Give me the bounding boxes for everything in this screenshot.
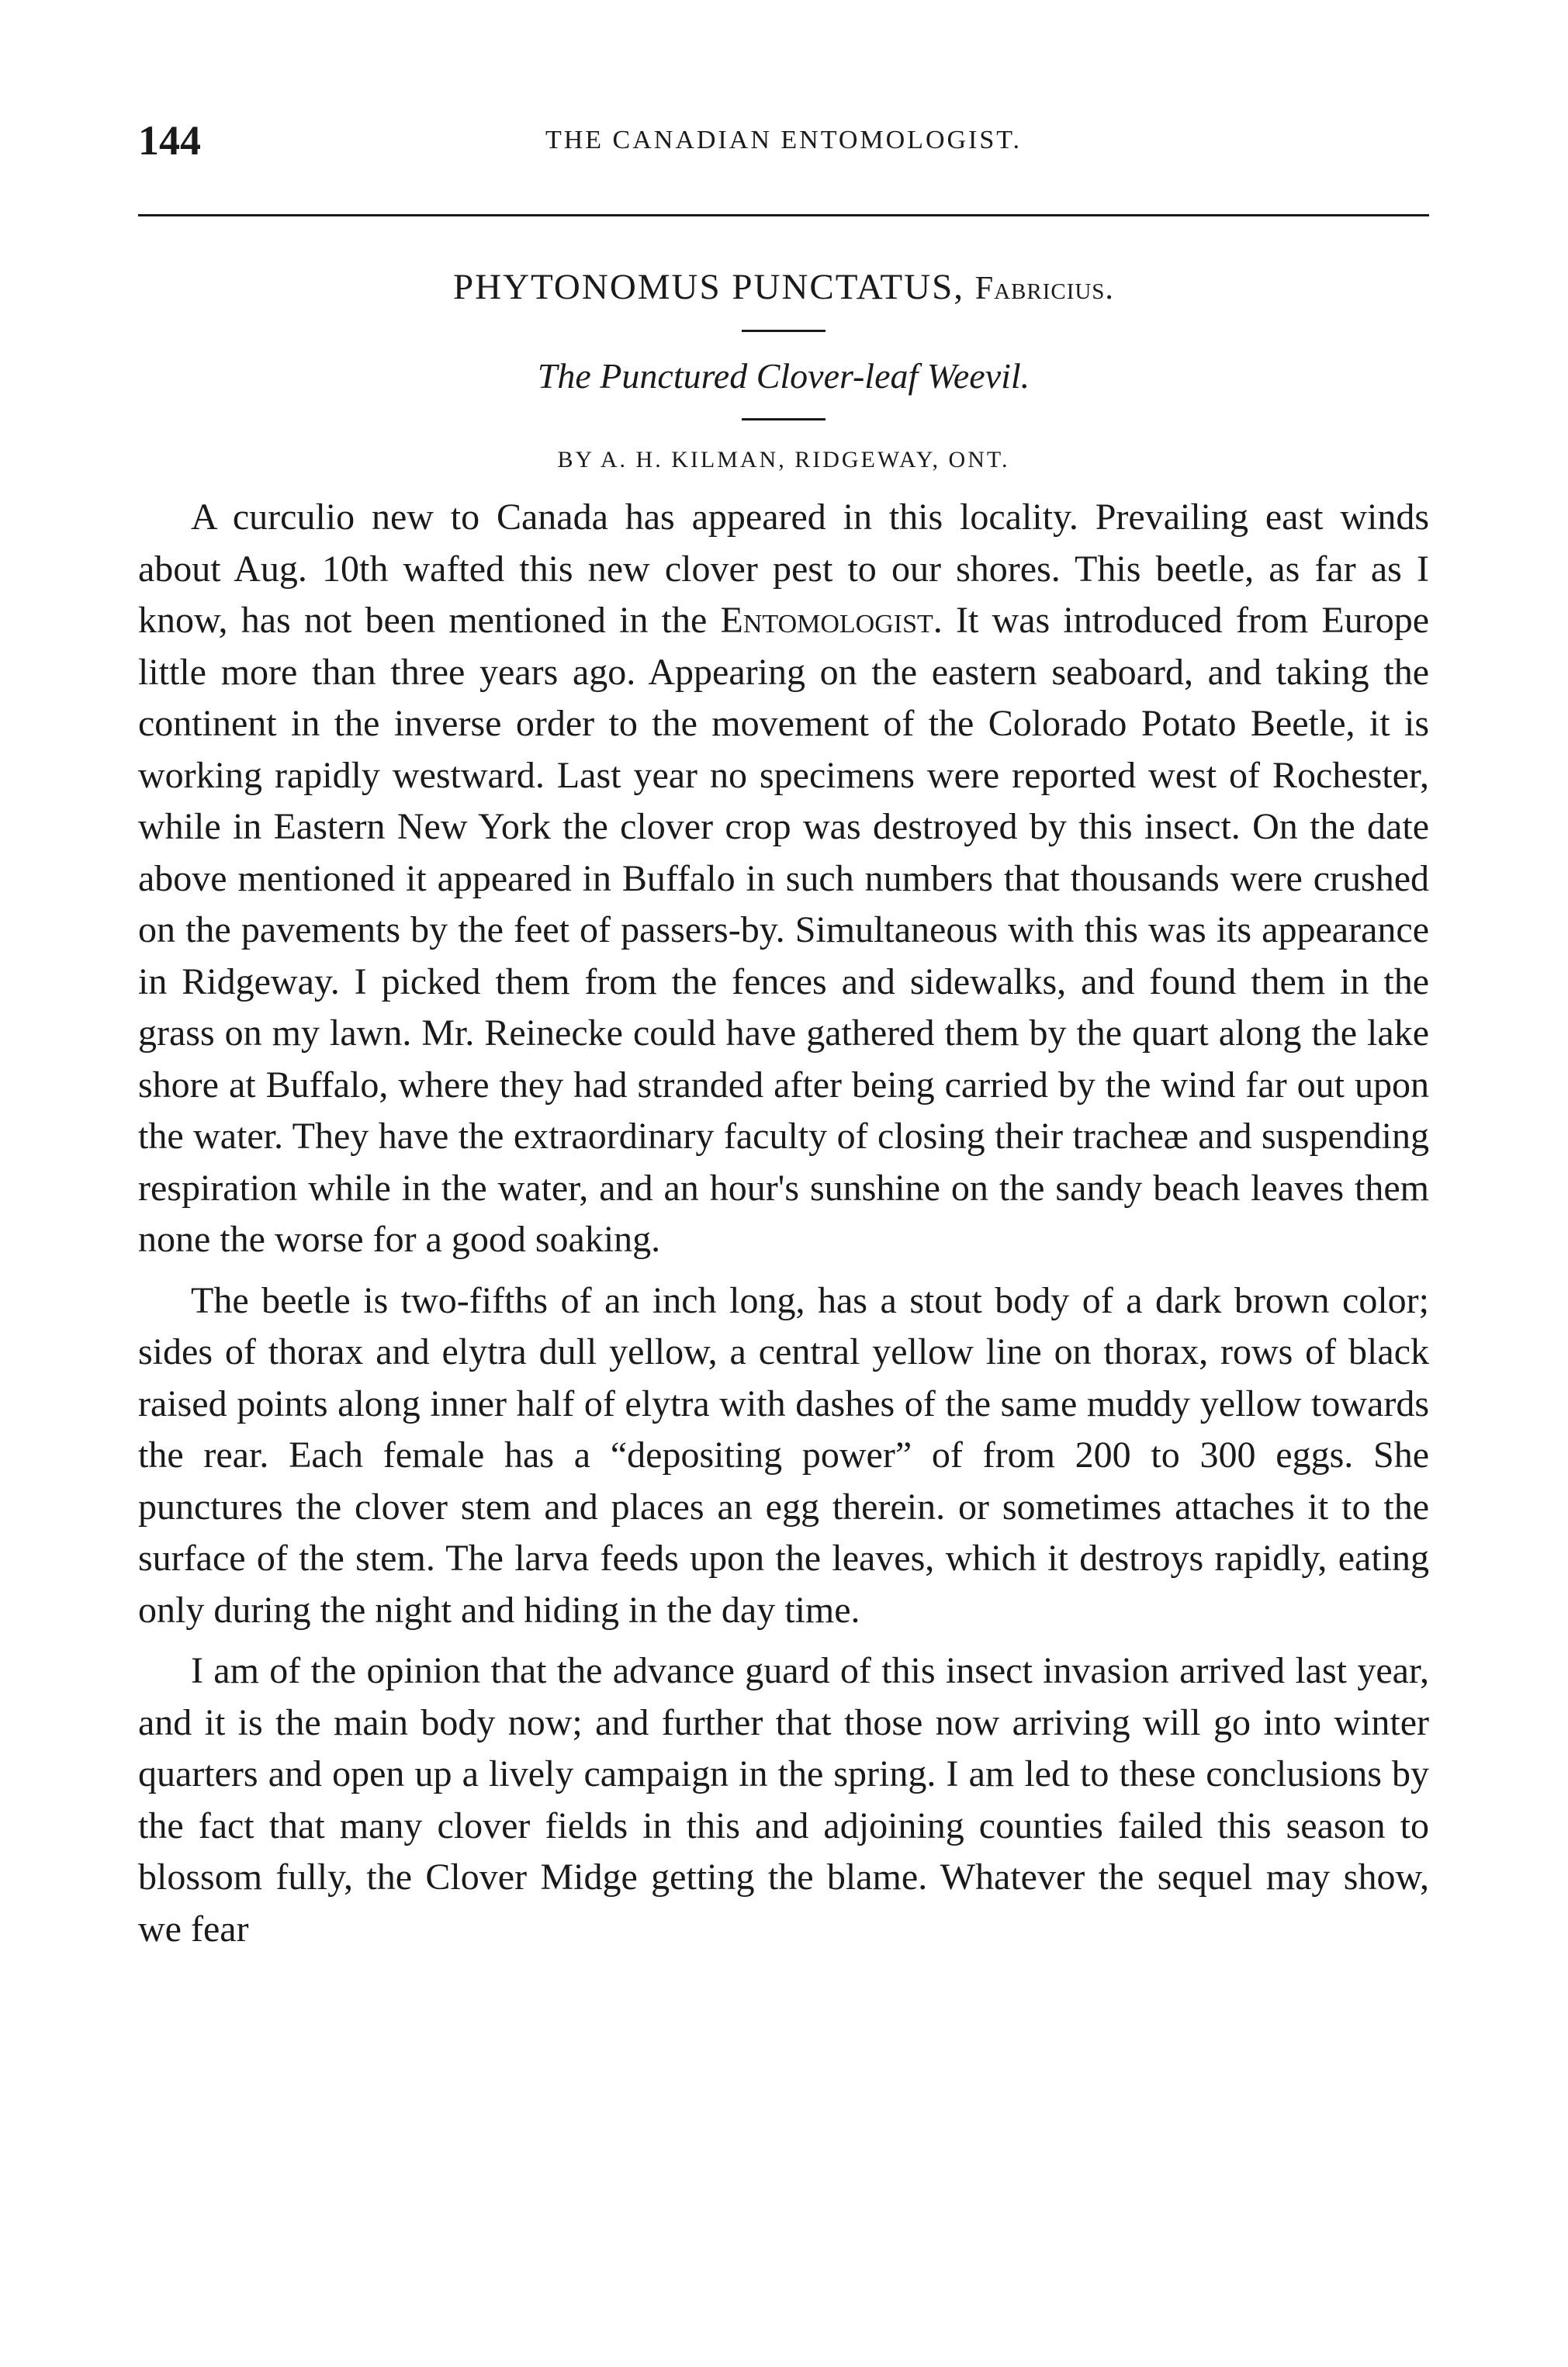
paragraph-1 <box>138 492 1429 1266</box>
subtitle-divider <box>742 418 826 420</box>
article-body <box>138 492 1429 1955</box>
article-title-species: PHYTONOMUS PUNCTATUS, <box>453 267 964 307</box>
article-title-attribution: Fabricius. <box>974 271 1114 306</box>
paragraph-3: I am of the opinion that the advance guard of this insect invasion arrived last year, and it is the main body now; and further that those now arriving will go into winter quarters and open up a lively campaign in the spring. I am led to these conclusions by the fact that many clover fields in this and adjoining counties failed this season to blossom fully, the Clover Midge getting the blame. Whatever the sequel may show, we fear <box>138 1650 1429 1950</box>
document-page <box>138 116 1429 1964</box>
paragraph-1-start: A curculio new to Canada has appeared in this locality. Prevailing east winds about Aug. 10th wafted this new clover pest to our shores. This beetle, as far as I know, has not been mentioned in the <box>138 497 1429 641</box>
journal-reference: Entomologist <box>720 600 933 641</box>
paragraph-2: The beetle is two-fifths of an inch long, has a stout body of a dark brown color; sides of thorax and elytra dull yellow, a central yellow line on thorax, rows of black raised points along inner half of elytra with dashes of the same muddy yellow towards the rear. Each female has a “depositing power” of from 200 to 300 eggs. She punctures the clover stem and places an egg therein. or sometimes attaches it to the surface of the stem. The larva feeds upon the leaves, which it destroys rapidly, eating only during the night and hiding in the day time. <box>138 1279 1429 1631</box>
article-byline: BY A. H. KILMAN, RIDGEWAY, ONT. <box>557 447 1010 472</box>
article-title <box>138 266 1429 308</box>
running-head <box>138 116 1429 171</box>
header-rule <box>138 214 1429 216</box>
journal-title: THE CANADIAN ENTOMOLOGIST. <box>545 126 1023 154</box>
article-subtitle: The Punctured Clover-leaf Weevil. <box>537 356 1030 396</box>
paragraph-1-end: . It was introduced from Europe little more than three years ago. Appearing on the eastern seaboard, and taking the continent in the inverse order to the movement of the Colorado Potato Beetle, it is working rapidly westward. Last year no specimens were reported west of Rochester, while in Eastern New York the clover crop was destroyed by this insect. On the date above mentioned it appeared in Buffalo in such numbers that thousands were crushed on the pavements by the feet of passers-by. Simultaneous with this was its appearance in Ridgeway. I picked them from the fences and sidewalks, and found them in the grass on my lawn. Mr. Reinecke could have gathered them by the quart along the lake shore at Buffalo, where they had stranded after being carried by the wind far out upon the water. They have the extraordinary faculty of closing their tracheæ and suspending respiration while in the water, and an hour's sunshine on the sandy beach leaves them none the worse for a good soaking. <box>138 600 1429 1260</box>
title-divider <box>742 330 826 332</box>
page-number: 144 <box>138 117 201 164</box>
